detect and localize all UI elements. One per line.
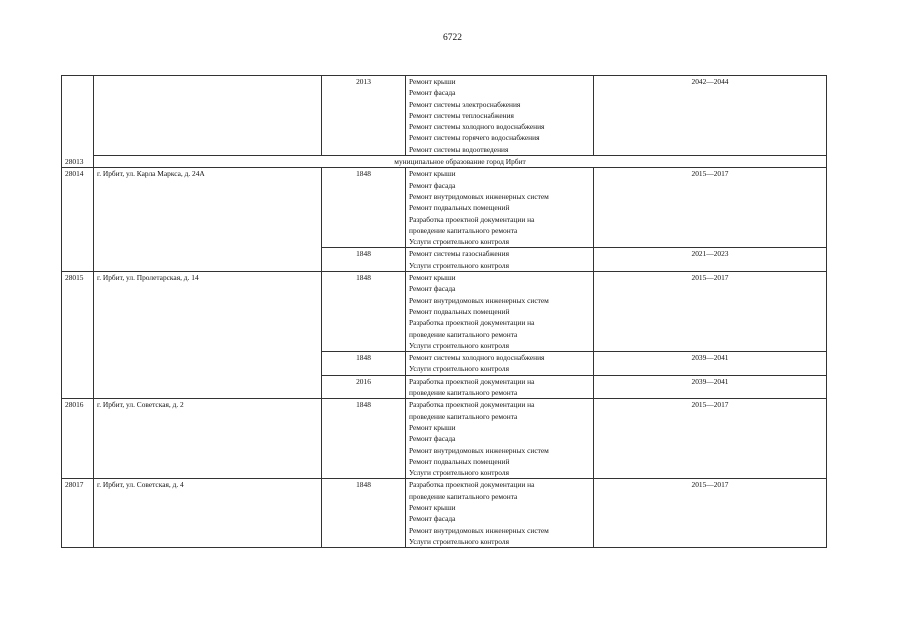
row-number: 28015 <box>62 272 94 399</box>
work-item: проведение капитального ремонта <box>409 329 518 339</box>
work-item: Ремонт крыши <box>409 502 456 512</box>
period-cell: 2021—2023 <box>594 248 827 272</box>
work-item: Услуги строительного контроля <box>409 468 509 478</box>
period-cell: 2042—2044 <box>594 76 827 156</box>
period-cell: 2015—2017 <box>594 168 827 248</box>
year-cell: 1848 <box>322 399 406 479</box>
period-cell: 2039—2041 <box>594 375 827 399</box>
work-item: проведение капитального ремонта <box>409 411 518 421</box>
work-item: Разработка проектной документации на <box>409 400 535 410</box>
work-item: Ремонт внутридомовых инженерных систем <box>409 191 549 201</box>
municipality-row <box>62 156 827 168</box>
page-number: 6722 <box>443 33 462 43</box>
building-address: г. Ирбит, ул. Советская, д. 2 <box>94 399 322 479</box>
work-item: Услуги строительного контроля <box>409 340 509 350</box>
row-number <box>62 76 94 156</box>
works-cell <box>406 272 594 352</box>
work-item: Ремонт системы водоотведения <box>409 144 509 154</box>
year-cell: 1848 <box>322 352 406 376</box>
work-item: Разработка проектной документации на <box>409 318 535 328</box>
work-item: Ремонт фасада <box>409 434 456 444</box>
table-row <box>62 76 827 156</box>
work-item: Услуги строительного контроля <box>409 237 509 247</box>
work-item: Ремонт системы холодного водоснабжения <box>409 353 545 363</box>
work-item: Ремонт фасада <box>409 284 456 294</box>
work-item: Ремонт системы холодного водоснабжения <box>409 122 545 132</box>
work-item: Разработка проектной документации на <box>409 480 535 490</box>
period-cell: 2015—2017 <box>594 399 827 479</box>
work-item: Ремонт внутридомовых инженерных систем <box>409 525 549 535</box>
repair-schedule-table <box>61 75 827 548</box>
table-row <box>62 399 827 479</box>
work-item: Услуги строительного контроля <box>409 536 509 546</box>
work-item: Разработка проектной документации на <box>409 214 535 224</box>
year-cell: 2013 <box>322 76 406 156</box>
works-cell <box>406 76 594 156</box>
work-item: Ремонт внутридомовых инженерных систем <box>409 295 549 305</box>
building-address <box>94 76 322 156</box>
period-cell: 2039—2041 <box>594 352 827 376</box>
work-item: Ремонт системы газоснабжения <box>409 249 509 259</box>
municipality-code: 28013 <box>62 156 94 168</box>
work-item: Разработка проектной документации на <box>409 376 535 386</box>
works-cell <box>406 248 594 272</box>
table-body <box>62 76 827 548</box>
year-cell: 1848 <box>322 272 406 352</box>
work-item: Ремонт внутридомовых инженерных систем <box>409 445 549 455</box>
row-number: 28017 <box>62 479 94 548</box>
work-item: проведение капитального ремонта <box>409 225 518 235</box>
work-item: Ремонт фасада <box>409 514 456 524</box>
year-cell: 1848 <box>322 479 406 548</box>
work-item: Ремонт системы теплоснабжения <box>409 110 514 120</box>
table-row <box>62 272 827 352</box>
row-number: 28016 <box>62 399 94 479</box>
work-item: Ремонт крыши <box>409 422 456 432</box>
works-cell <box>406 375 594 399</box>
period-cell: 2015—2017 <box>594 479 827 548</box>
year-cell: 1848 <box>322 248 406 272</box>
work-item: Ремонт крыши <box>409 169 456 179</box>
work-item: Ремонт фасада <box>409 88 456 98</box>
building-address: г. Ирбит, ул. Советская, д. 4 <box>94 479 322 548</box>
work-item: Ремонт системы электроснабжения <box>409 99 521 109</box>
works-cell <box>406 168 594 248</box>
year-cell: 2016 <box>322 375 406 399</box>
municipality-name: муниципальное образование город Ирбит <box>94 156 827 168</box>
work-item: проведение капитального ремонта <box>409 388 518 398</box>
work-item: Ремонт крыши <box>409 273 456 283</box>
works-cell <box>406 479 594 548</box>
work-item: Ремонт фасада <box>409 180 456 190</box>
works-cell <box>406 399 594 479</box>
row-number: 28014 <box>62 168 94 272</box>
building-address: г. Ирбит, ул. Пролетарская, д. 14 <box>94 272 322 399</box>
work-item: Услуги строительного контроля <box>409 260 509 270</box>
table-row <box>62 479 827 548</box>
work-item: Ремонт подвальных помещений <box>409 306 510 316</box>
work-item: Ремонт крыши <box>409 77 456 86</box>
work-item: проведение капитального ремонта <box>409 491 518 501</box>
year-cell: 1848 <box>322 168 406 248</box>
work-item: Ремонт системы горячего водоснабжения <box>409 133 540 143</box>
work-item: Ремонт подвальных помещений <box>409 203 510 213</box>
works-cell <box>406 352 594 376</box>
building-address: г. Ирбит, ул. Карла Маркса, д. 24А <box>94 168 322 272</box>
table-row <box>62 168 827 248</box>
work-item: Услуги строительного контроля <box>409 364 509 374</box>
period-cell: 2015—2017 <box>594 272 827 352</box>
work-item: Ремонт подвальных помещений <box>409 456 510 466</box>
